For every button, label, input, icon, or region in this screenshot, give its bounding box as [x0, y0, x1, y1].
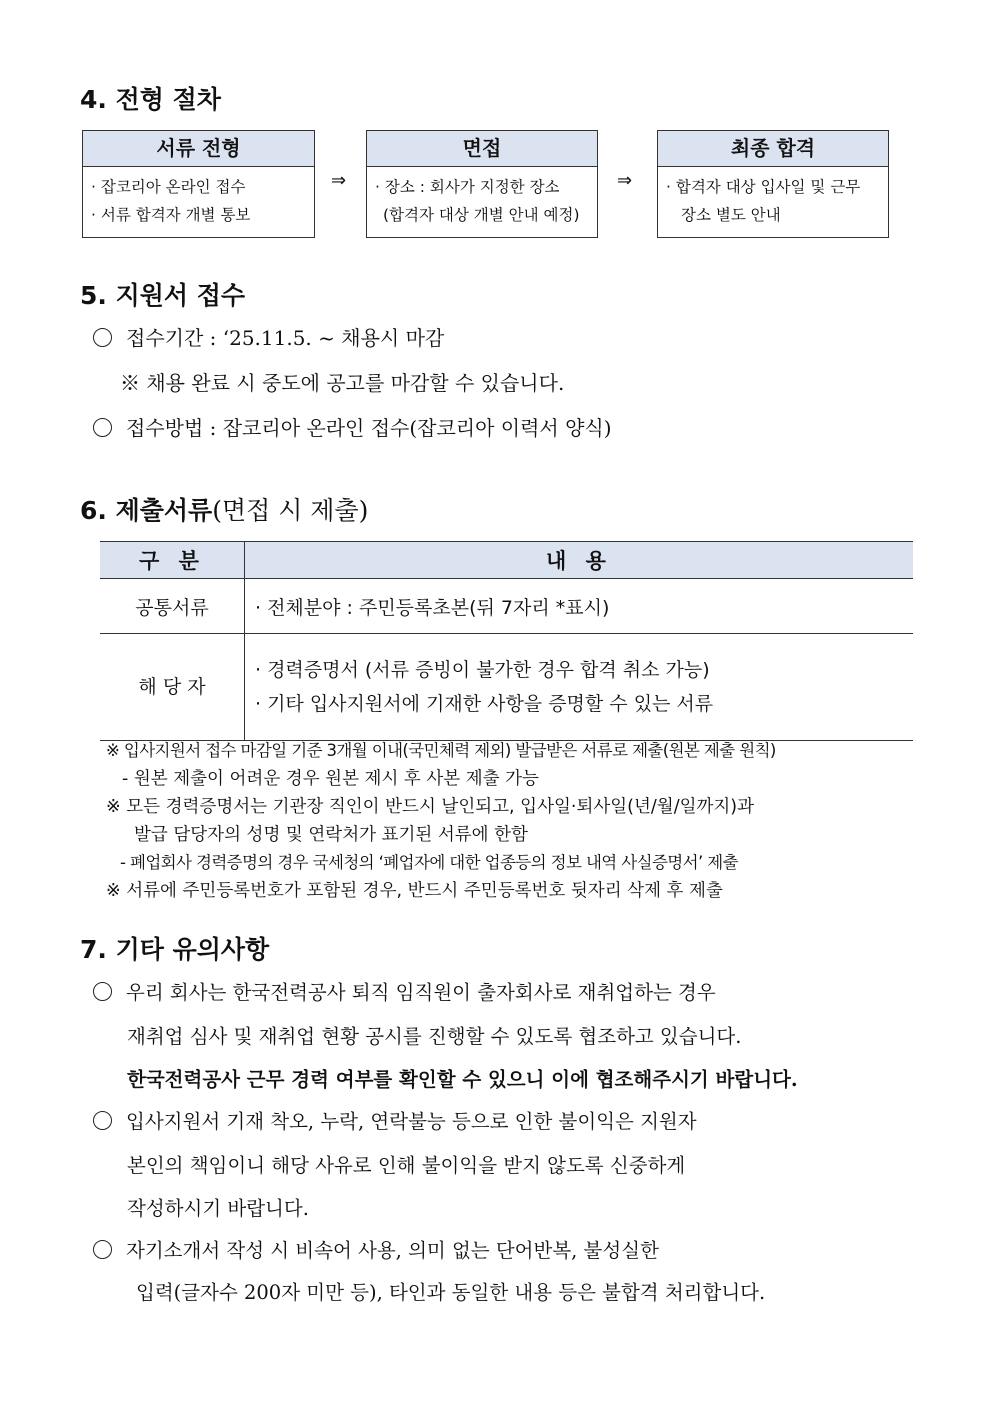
row-content: · 전체분야 : 주민등록초본(뒤 7자리 *표시)	[255, 596, 610, 619]
row-label: 해 당 자	[100, 634, 245, 741]
table-header: 구 분	[100, 542, 245, 579]
circle-bullet-icon	[93, 1240, 112, 1259]
row-content: · 기타 입사지원서에 기재한 사항을 증명할 수 있는 서류	[255, 693, 714, 715]
document-note: - 폐업회사 경력증명의 경우 국세청의 ‘폐업자에 대한 업종등의 정보 내역 사실증명서’ 제출	[120, 853, 738, 872]
section6-title: 6. 제출서류(면접 시 제출)	[80, 496, 369, 525]
step-title: 면접	[367, 131, 597, 167]
arrow-icon: ⇒	[617, 170, 633, 191]
notice-line-bold: 한국전력공사 근무 경력 여부를 확인할 수 있으니 이에 협조해주시기 바랍니다.	[127, 1068, 798, 1091]
step-line: 장소 별도 안내	[681, 206, 781, 224]
section7-title: 7. 기타 유의사항	[80, 935, 270, 964]
section4-title: 4. 전형 절차	[80, 85, 221, 114]
step-line: · 잡코리아 온라인 접수	[91, 178, 246, 196]
row-content: · 경력증명서 (서류 증빙이 불가한 경우 합격 취소 가능)	[255, 659, 710, 681]
circle-bullet-icon	[93, 1111, 112, 1130]
table-row	[100, 634, 913, 741]
step-line: · 합격자 대상 입사일 및 근무	[666, 178, 861, 196]
notice-item: 입사지원서 기재 착오, 누락, 연락불능 등으로 인한 불이익은 지원자	[93, 1106, 697, 1134]
arrow-icon: ⇒	[331, 170, 347, 191]
table-row	[100, 579, 913, 634]
process-step-document	[82, 130, 315, 238]
notice-line: 재취업 심사 및 재취업 현황 공시를 진행할 수 있도록 협조하고 있습니다.	[127, 1025, 742, 1048]
step-title: 서류 전형	[83, 131, 314, 167]
document-note: - 원본 제출이 어려운 경우 원본 제시 후 사본 제출 가능	[122, 769, 539, 789]
circle-bullet-icon	[93, 982, 112, 1001]
circle-bullet-icon	[93, 328, 112, 347]
table-header: 내 용	[245, 542, 914, 579]
process-step-interview	[366, 130, 598, 238]
application-period: 접수기간 : ‘25.11.5. ~ 채용시 마감	[93, 322, 444, 351]
process-step-final	[657, 130, 889, 238]
section5-title: 5. 지원서 접수	[80, 281, 246, 310]
step-title: 최종 합격	[658, 131, 888, 167]
documents-table	[100, 541, 913, 741]
notice-line: 본인의 책임이니 해당 사유로 인해 불이익을 받지 않도록 신중하게	[127, 1154, 686, 1177]
notice-item: 자기소개서 작성 시 비속어 사용, 의미 없는 단어반복, 불성실한	[93, 1235, 659, 1263]
notice-item: 우리 회사는 한국전력공사 퇴직 임직원이 출자회사로 재취업하는 경우	[93, 977, 716, 1005]
step-line: · 서류 합격자 개별 통보	[91, 206, 251, 224]
step-line: · 장소 : 회사가 지정한 장소	[375, 178, 560, 196]
document-note: 발급 담당자의 성명 및 연락처가 표기된 서류에 한함	[134, 825, 528, 845]
document-note: ※ 입사지원서 접수 마감일 기준 3개월 이내(국민체력 제외) 발급받은 서류로 제출(원본 제출 원칙)	[106, 741, 776, 760]
application-note: ※ 채용 완료 시 중도에 공고를 마감할 수 있습니다.	[120, 371, 565, 395]
circle-bullet-icon	[93, 418, 112, 437]
notice-line: 입력(글자수 200자 미만 등), 타인과 동일한 내용 등은 불합격 처리합니다.	[136, 1281, 766, 1304]
document-note: ※ 모든 경력증명서는 기관장 직인이 반드시 날인되고, 입사일·퇴사일(년/월/일까지)과	[106, 797, 755, 817]
notice-line: 작성하시기 바랍니다.	[127, 1197, 309, 1220]
document-note: ※ 서류에 주민등록번호가 포함된 경우, 반드시 주민등록번호 뒷자리 삭제 후 제출	[106, 881, 723, 901]
application-method: 접수방법 : 잡코리아 온라인 접수(잡코리아 이력서 양식)	[93, 412, 612, 441]
row-label: 공통서류	[100, 579, 245, 634]
step-line: (합격자 대상 개별 안내 예정)	[383, 206, 580, 224]
